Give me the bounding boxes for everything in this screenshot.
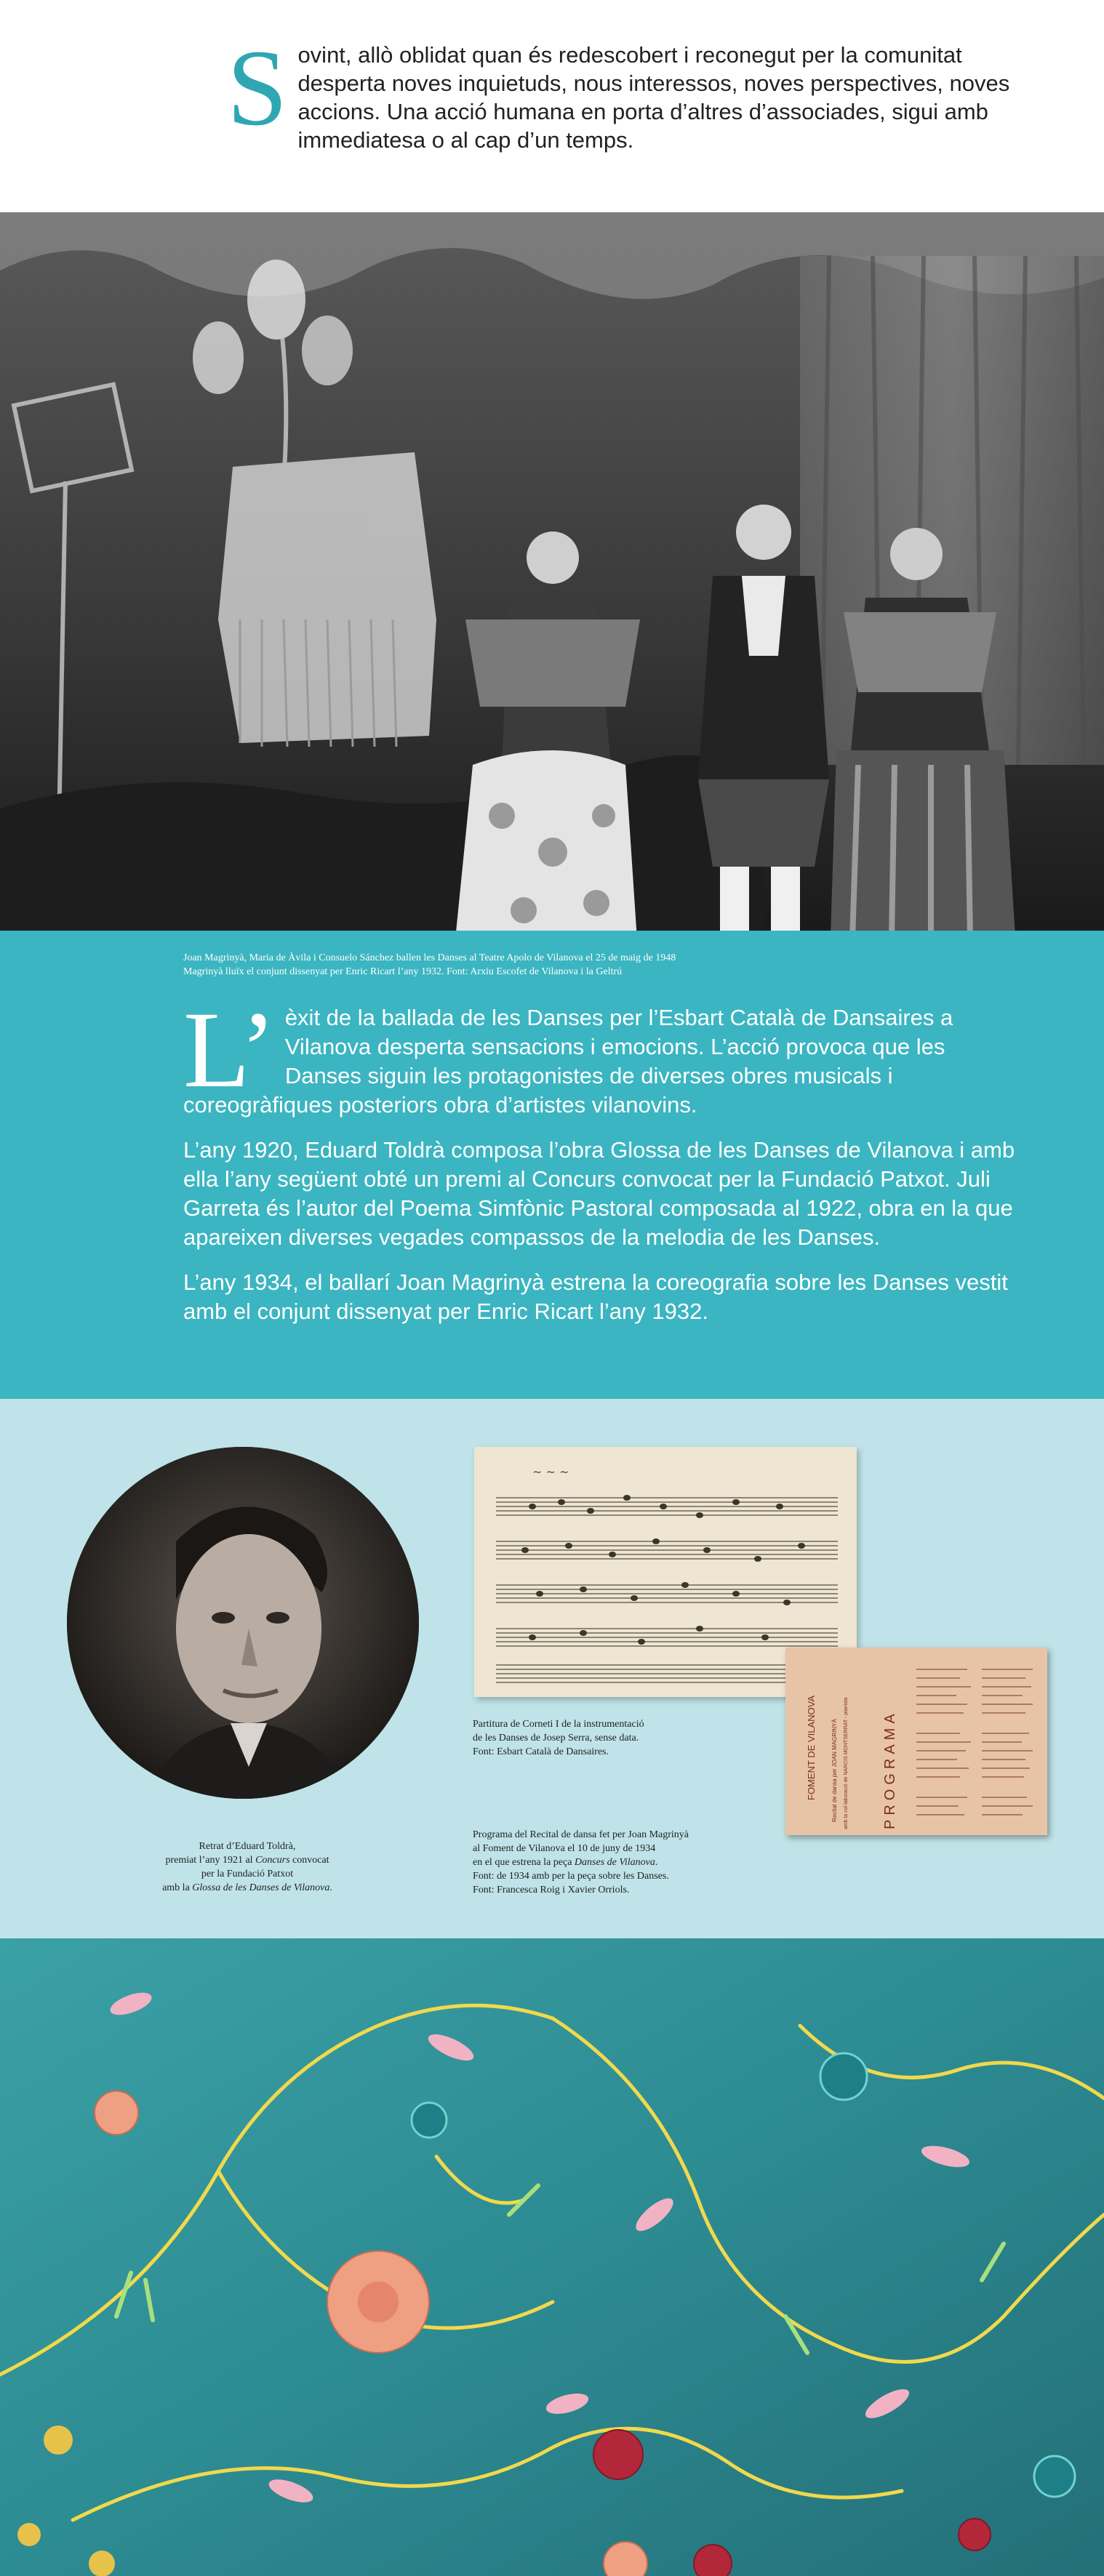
portrait-caption-line2a: premiat l’any 1921 al xyxy=(165,1855,256,1866)
program-side-text-3: amb la col·laboració de NARCIS MONTSERRAT - pianista xyxy=(844,1697,849,1829)
program-image xyxy=(785,1648,1047,1835)
embroidery-illustration xyxy=(0,1938,1104,2576)
portrait-caption-line4c: . xyxy=(329,1882,332,1893)
program-caption-line3c: . xyxy=(655,1857,658,1868)
photo-caption xyxy=(183,951,676,979)
teal-body xyxy=(183,990,1027,1342)
embroidery-photo xyxy=(0,1938,1104,2576)
program-title: PROGRAMA xyxy=(882,1709,898,1829)
photo-caption-line1: Joan Magrinyà, Maria de Àvila i Consuelo Sánchez ballen les Danses al Teatre Apolo de Vilanova el 25 de maig de 1948 xyxy=(183,952,676,963)
portrait-caption-line4b: Glossa de les Danses de Vilanova xyxy=(192,1882,330,1893)
portrait-illustration xyxy=(67,1447,419,1799)
portrait-caption-line3: per la Fundació Patxot xyxy=(201,1869,294,1879)
dance-photo-illustration xyxy=(0,212,1104,931)
program-side-text: FOMENT DE VILANOVA xyxy=(806,1696,817,1800)
portrait-caption-line2c: convocat xyxy=(289,1855,329,1866)
portrait-caption xyxy=(109,1839,385,1895)
teal-dropcap: L’ xyxy=(183,990,276,1110)
teal-paragraph-3: L’any 1934, el ballarí Joan Magrinyà estrena la coreografia sobre les Danses vestit amb el conjunt dissenyat per Enric Ricart l’any 1932. xyxy=(183,1269,1008,1324)
teal-paragraph-1-text: èxit de la ballada de les Danses per l’Esbart Català de Dansaires a Vilanova desperta sensacions i emocions. L’acció provoca que les Danses siguin les protagonistes de diverses obres musicals i coreogràfiques posteriors obra d’artistes vilanovins. xyxy=(183,1005,953,1118)
intro-text: ovint, allò oblidat quan és redescobert i reconegut per la comunitat desperta noves inquietuds, nous interessos, noves perspectives, noves accions. Una acció humana en porta d’altres d’associades, sigui amb immediatesa o al cap d’un temps. xyxy=(297,42,1010,153)
portrait-caption-line2 xyxy=(109,1853,385,1867)
program-caption-line3 xyxy=(473,1855,793,1869)
program-caption-line1: Programa del Recital de dansa fet per Joan Magrinyà xyxy=(473,1829,689,1840)
teal-text-section xyxy=(0,931,1104,1399)
program-caption-line3b: Danses de Vilanova xyxy=(574,1857,655,1868)
program-caption-line5: Font: Francesca Roig i Xavier Orriols. xyxy=(473,1885,630,1895)
intro-section xyxy=(0,0,1104,212)
program-caption-line4: Font: de 1934 amb per la peça sobre les Danses. xyxy=(473,1871,669,1882)
photo-caption-line2: Magrinyà lluïx el conjunt dissenyat per Enric Ricart l’any 1932. Font: Arxiu Escofet de Vilanova i la Geltrú xyxy=(183,966,623,977)
score-caption xyxy=(473,1717,778,1759)
dance-photo xyxy=(0,212,1104,931)
documents-section xyxy=(0,1399,1104,1938)
program-illustration xyxy=(785,1648,1047,1835)
program-caption-line3a: en el que estrena la peça xyxy=(473,1857,575,1868)
svg-text:~ ~ ~: ~ ~ ~ xyxy=(532,1465,569,1479)
program-caption xyxy=(473,1828,793,1897)
intro-dropcap: S xyxy=(227,28,288,148)
portrait-toldra xyxy=(67,1447,419,1799)
program-side-text-2: Recital de dansa per JOAN MAGRINYÀ xyxy=(831,1719,838,1822)
teal-paragraph-1 xyxy=(183,990,1027,1120)
teal-paragraph-2: L’any 1920, Eduard Toldrà composa l’obra Glossa de les Danses de Vilanova i amb ella l’any següent obté un premi al Concurs convocat per la Fundació Patxot. Juli Garreta és l’autor del Poema Simfònic Pastoral composada al 1922, obra en la que apareixen diverses vegades compassos de la melodia de les Danses. xyxy=(183,1137,1015,1250)
portrait-caption-line2b: Concurs xyxy=(255,1855,290,1866)
portrait-caption-line4a: amb la xyxy=(162,1882,193,1893)
score-caption-line1: Partitura de Corneti I de la instrumentació xyxy=(473,1719,644,1730)
intro-paragraph xyxy=(227,28,1027,154)
portrait-caption-line4 xyxy=(109,1881,385,1895)
portrait-caption-line1: Retrat d’Eduard Toldrà, xyxy=(199,1841,296,1852)
score-caption-line3: Font: Esbart Català de Dansaires. xyxy=(473,1746,609,1757)
score-caption-line2: de les Danses de Josep Serra, sense data. xyxy=(473,1733,639,1744)
program-caption-line2: al Foment de Vilanova el 10 de juny de 1934 xyxy=(473,1843,656,1854)
